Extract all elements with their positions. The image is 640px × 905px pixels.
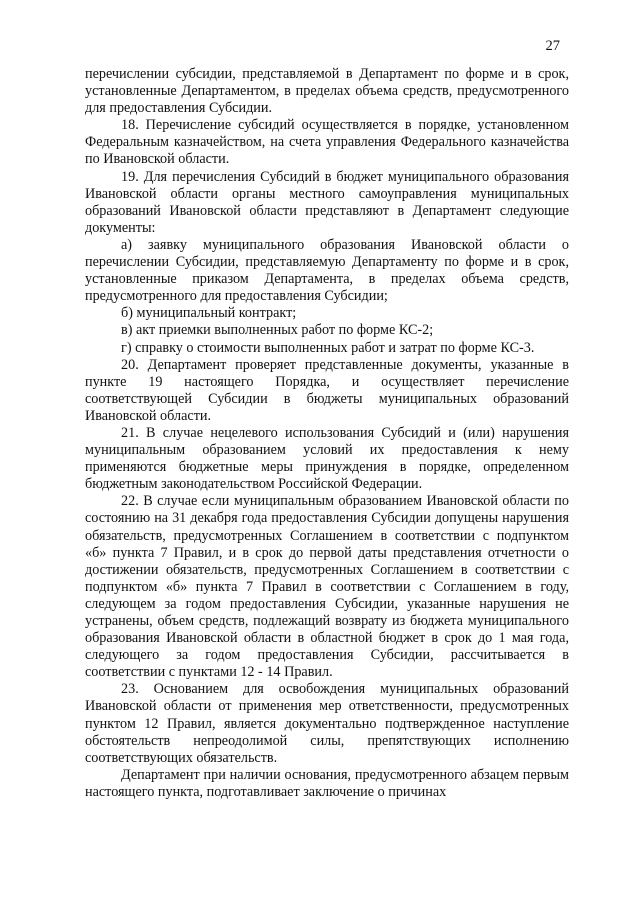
page-number: 27 [545,38,560,54]
list-item-a: а) заявку муниципального образования Ивановской области о перечислении Субсидии, представляемую Департаменту по форме и в срок, установленные приказом Департамента, в пределах объема средств, предусмотренного для предоставления Субсидии; [85,236,569,305]
paragraph-continuation: перечислении субсидии, представляемой в Департамент по форме и в срок, установленные Департаментом, в пределах объема средств, предусмотренного для предоставления Субсидии. [85,66,569,117]
paragraph-23: 23. Основанием для освобождения муниципальных образований Ивановской области от применения мер ответственности, предусмотренных пунктом 12 Правил, является документально подтвержденное наступление обстоятельств непреодолимой силы, препятствующих исполнению соответствующих обязательств. [85,681,569,766]
paragraph-18: 18. Перечисление субсидий осуществляется в порядке, установленном Федеральным казначейством, на счета управления Федерального казначейства по Ивановской области. [85,117,569,168]
document-body [85,66,569,801]
paragraph-19: 19. Для перечисления Субсидий в бюджет муниципального образования Ивановской области органы местного самоуправления муниципальных образований Ивановской области представляют в Департамент следующие документы: [85,168,569,236]
list-item-v: в) акт приемки выполненных работ по форме КС-2; [121,322,434,339]
list-item-g: г) справку о стоимости выполненных работ и затрат по форме КС-3. [121,339,535,356]
paragraph-20: 20. Департамент проверяет представленные документы, указанные в пункте 19 настоящего Порядка, и осуществляет перечисление соответствующей Субсидии в бюджеты муниципальных образований Ивановской области. [85,356,569,424]
paragraph-21: 21. В случае нецелевого использования Субсидий и (или) нарушения муниципальным образованием условий их предоставления к нему применяются бюджетные меры принуждения в порядке, определенном бюджетным законодательством Российской Федерации. [85,424,569,493]
list-item-b: б) муниципальный контракт; [121,305,297,322]
paragraph-23-continuation: Департамент при наличии основания, предусмотренного абзацем первым настоящего пункта, подготавливает заключение о причинах [85,766,569,800]
paragraph-22: 22. В случае если муниципальным образованием Ивановской области по состоянию на 31 декабря года предоставления Субсидии допущены нарушения обязательств, предусмотренных Соглашением в соответствии с подпунктом «б» пункта 7 Правил, и в срок до первой даты представления отчетности о достижении обязательств, предусмотренных Соглашением в соответствии с подпунктом «б» пункта 7 Правил в соответствии с Соглашением в году, следующем за годом предоставления Субсидии, указанные нарушения не устранены, объем средств, подлежащий возврату из бюджета муниципального образования Ивановской области в областной бюджет в срок до 1 мая года, следующего за годом предоставления Субсидии, рассчитывается в соответствии с пунктами 12 - 14 Правил. [85,493,569,681]
